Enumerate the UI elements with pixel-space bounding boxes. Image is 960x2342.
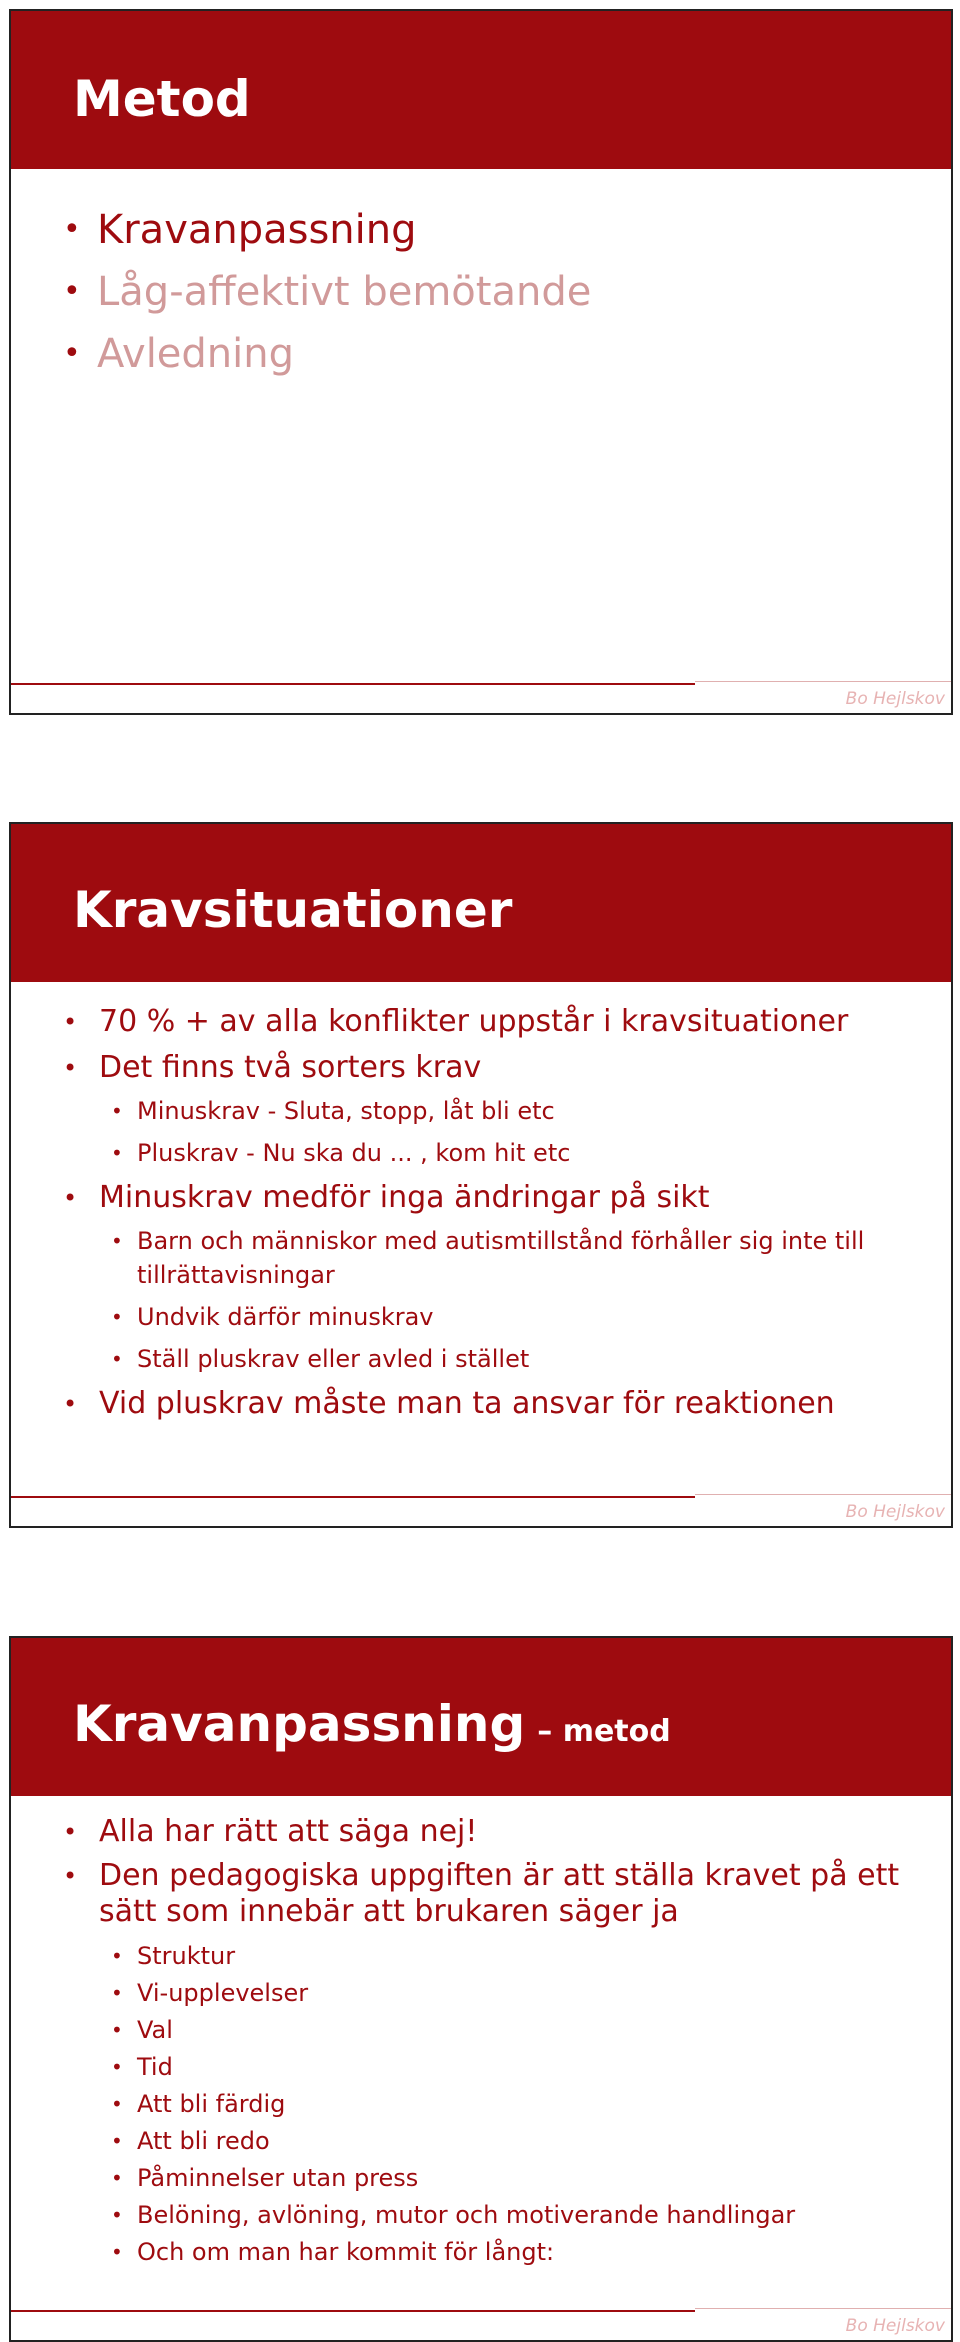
slide-title-main: Kravanpassning	[73, 1695, 526, 1753]
sub-list-item: • Minuskrav - Sluta, stopp, låt bli etc	[11, 1094, 951, 1128]
title-bar	[11, 824, 951, 982]
list-item: • Vid pluskrav måste man ta ansvar för reaktionen	[11, 1384, 951, 1424]
sub-list-item: • Att bli färdig	[11, 2086, 951, 2123]
slide-title: Metod	[73, 70, 251, 128]
footer-author: Bo Hejlskov	[845, 2316, 945, 2336]
sub-list-item: • Struktur	[11, 1938, 951, 1975]
list-item: • 70 % + av alla konflikter uppstår i kravsituationer	[11, 1002, 951, 1042]
list-item: • Alla har rätt att säga nej!	[11, 1814, 951, 1850]
slide-title: Kravsituationer	[73, 881, 513, 939]
sub-list-item: • Val	[11, 2012, 951, 2049]
title-bar	[11, 11, 951, 169]
slide-kravsituationer	[9, 822, 953, 1528]
sub-list-item: • Ställ pluskrav eller avled i stället	[11, 1342, 951, 1376]
footer-divider-light	[695, 681, 951, 682]
footer-divider	[11, 683, 695, 685]
slide-subtitle: – metod	[537, 1714, 671, 1749]
footer-divider	[11, 1496, 695, 1498]
bullet-list	[11, 1002, 951, 1430]
list-item: • Det finns två sorters krav	[11, 1048, 951, 1088]
bullet-list	[11, 1814, 951, 2271]
sub-list-item: • Vi-upplevelser	[11, 1975, 951, 2012]
footer-divider	[11, 2310, 695, 2312]
slide-title	[73, 1694, 671, 1762]
slide-kravanpassning	[9, 1636, 953, 2342]
title-bar	[11, 1638, 951, 1796]
list-item: • Avledning	[11, 323, 591, 385]
sub-list-item: • Barn och människor med autismtillstånd förhåller sig inte till tillrättavisningar	[11, 1224, 951, 1292]
list-item: • Låg-affektivt bemötande	[11, 261, 591, 323]
bullet-list	[11, 199, 591, 385]
footer-author: Bo Hejlskov	[845, 689, 945, 709]
footer-divider-light	[695, 2308, 951, 2309]
sub-list-item: • Tid	[11, 2049, 951, 2086]
sub-list-item: • Undvik därför minuskrav	[11, 1300, 951, 1334]
sub-list-item: • Att bli redo	[11, 2123, 951, 2160]
slide-metod	[9, 9, 953, 715]
footer-author: Bo Hejlskov	[845, 1502, 945, 1522]
sub-list-item: • Påminnelser utan press	[11, 2160, 951, 2197]
sub-list-item: • Och om man har kommit för långt:	[11, 2234, 951, 2271]
list-item: • Kravanpassning	[11, 199, 591, 261]
list-item: • Minuskrav medför inga ändringar på sikt	[11, 1178, 951, 1218]
list-item: • Den pedagogiska uppgiften är att ställa kravet på ett sätt som innebär att brukaren säger ja	[11, 1858, 951, 1930]
sub-list-item: • Pluskrav - Nu ska du ... , kom hit etc	[11, 1136, 951, 1170]
footer-divider-light	[695, 1494, 951, 1495]
sub-list-item: • Belöning, avlöning, mutor och motiverande handlingar	[11, 2197, 951, 2234]
